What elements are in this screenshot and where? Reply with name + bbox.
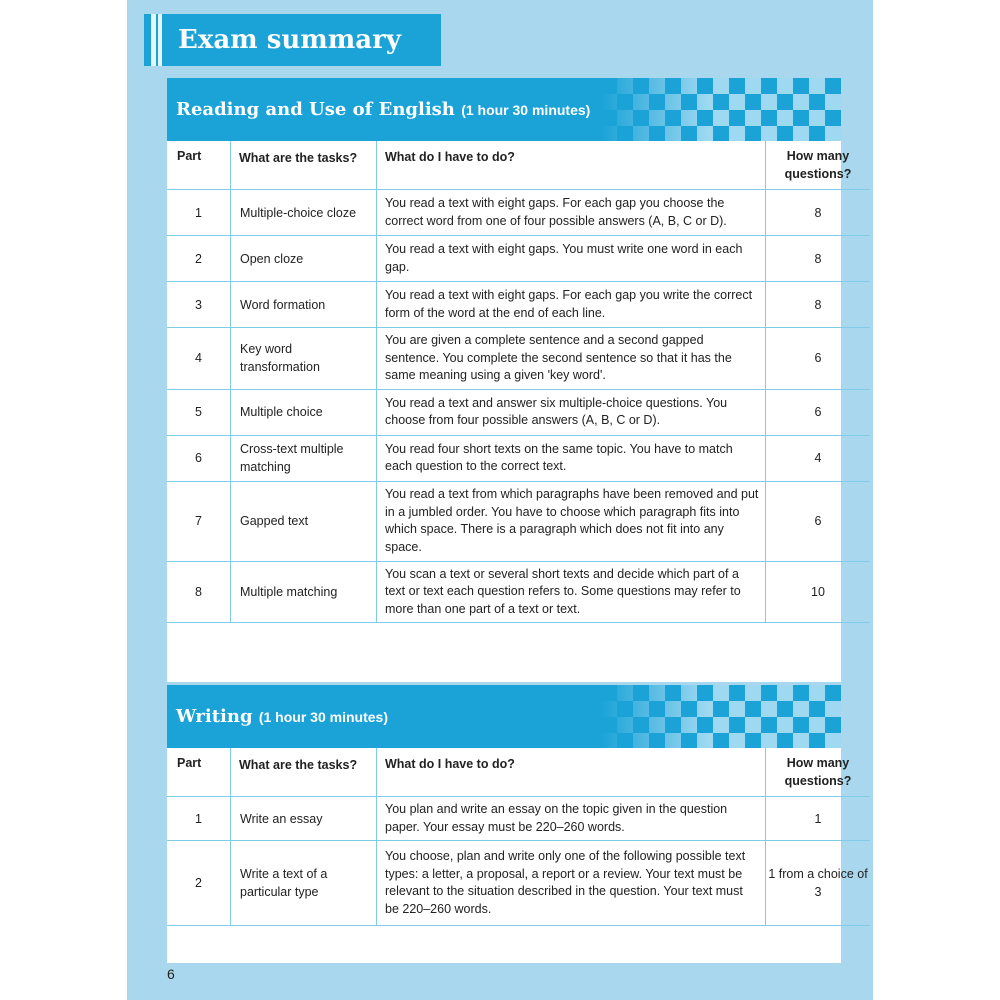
cell-task: Word formation xyxy=(231,282,377,328)
cell-questions: 1 from a choice of 3 xyxy=(766,841,871,926)
cell-questions: 10 xyxy=(766,561,871,623)
cell-task: Key word transformation xyxy=(231,328,377,390)
checker-pattern xyxy=(601,78,841,141)
writing-duration: (1 hour 30 minutes) xyxy=(258,709,388,725)
table-row xyxy=(167,282,870,328)
cell-todo: You read a text with eight gaps. For each gap you choose the correct word from one of four possible answers (A, B, C or D). xyxy=(377,190,766,236)
cell-todo: You read four short texts on the same topic. You have to match each question to the correct text. xyxy=(377,435,766,481)
col-header-todo: What do I have to do? xyxy=(377,141,766,190)
cell-todo: You plan and write an essay on the topic given in the question paper. Your essay must be 220–260 words. xyxy=(377,797,766,841)
cell-part: 2 xyxy=(167,841,231,926)
cell-part: 2 xyxy=(167,236,231,282)
table-row xyxy=(167,435,870,481)
table-header-row xyxy=(167,748,870,797)
reading-section-title xyxy=(176,78,590,141)
writing-table xyxy=(167,748,870,926)
table-row xyxy=(167,328,870,390)
table-row xyxy=(167,561,870,623)
cell-part: 6 xyxy=(167,435,231,481)
col-header-part: Part xyxy=(167,748,231,797)
writing-title: Writing xyxy=(176,706,253,727)
cell-part: 4 xyxy=(167,328,231,390)
reading-section xyxy=(167,78,852,682)
checker-pattern xyxy=(601,685,841,748)
cell-part: 8 xyxy=(167,561,231,623)
cell-questions: 8 xyxy=(766,190,871,236)
col-header-tasks: What are the tasks? xyxy=(231,748,377,797)
cell-task: Multiple-choice cloze xyxy=(231,190,377,236)
reading-section-header xyxy=(167,78,841,141)
table-row xyxy=(167,841,870,926)
cell-questions: 8 xyxy=(766,236,871,282)
col-header-part: Part xyxy=(167,141,231,190)
reading-duration: (1 hour 30 minutes) xyxy=(461,102,591,118)
col-header-questions: How many questions? xyxy=(766,141,871,190)
cell-todo: You read a text and answer six multiple-choice questions. You choose from four possible answers (A, B, C or D). xyxy=(377,389,766,435)
cell-todo: You read a text from which paragraphs have been removed and put in a jumbled order. You have to choose which paragraph fits into which space. There is a paragraph which does not fit into any space. xyxy=(377,481,766,561)
writing-section-title xyxy=(176,685,388,748)
col-header-todo: What do I have to do? xyxy=(377,748,766,797)
col-header-tasks: What are the tasks? xyxy=(231,141,377,190)
table-header-row xyxy=(167,141,870,190)
cell-task: Multiple matching xyxy=(231,561,377,623)
cell-task: Open cloze xyxy=(231,236,377,282)
cell-todo: You choose, plan and write only one of the following possible text types: a letter, a proposal, a report or a review. Your text must be relevant to the situation described in the question. Your text must be 220–260 words. xyxy=(377,841,766,926)
table-row xyxy=(167,389,870,435)
page-title: Exam summary xyxy=(178,25,401,55)
cell-task: Write a text of a particular type xyxy=(231,841,377,926)
cell-todo: You read a text with eight gaps. For each gap you write the correct form of the word at the end of each line. xyxy=(377,282,766,328)
cell-task: Multiple choice xyxy=(231,389,377,435)
cell-questions: 6 xyxy=(766,389,871,435)
cell-questions: 4 xyxy=(766,435,871,481)
cell-part: 1 xyxy=(167,190,231,236)
table-row xyxy=(167,797,870,841)
reading-title: Reading and Use of English xyxy=(176,99,455,120)
cell-questions: 8 xyxy=(766,282,871,328)
table-row xyxy=(167,236,870,282)
cell-questions: 6 xyxy=(766,481,871,561)
cell-part: 1 xyxy=(167,797,231,841)
cell-part: 5 xyxy=(167,389,231,435)
cell-questions: 6 xyxy=(766,328,871,390)
writing-section-header xyxy=(167,685,841,748)
cell-todo: You are given a complete sentence and a second gapped sentence. You complete the second sentence so that it has the same meaning using a given 'key word'. xyxy=(377,328,766,390)
table-row xyxy=(167,190,870,236)
cell-part: 7 xyxy=(167,481,231,561)
cell-todo: You read a text with eight gaps. You must write one word in each gap. xyxy=(377,236,766,282)
col-header-questions: How many questions? xyxy=(766,748,871,797)
cell-task: Cross-text multiple matching xyxy=(231,435,377,481)
reading-table xyxy=(167,141,870,623)
writing-section xyxy=(167,685,868,963)
cell-questions: 1 xyxy=(766,797,871,841)
title-stripe xyxy=(151,14,156,66)
cell-task: Write an essay xyxy=(231,797,377,841)
cell-todo: You scan a text or several short texts and decide which part of a text or text each question refers to. Some questions may refer to more than one part of a text or text. xyxy=(377,561,766,623)
table-row xyxy=(167,481,870,561)
title-stripe xyxy=(158,14,162,66)
cell-task: Gapped text xyxy=(231,481,377,561)
page-number: 6 xyxy=(167,966,175,982)
cell-part: 3 xyxy=(167,282,231,328)
